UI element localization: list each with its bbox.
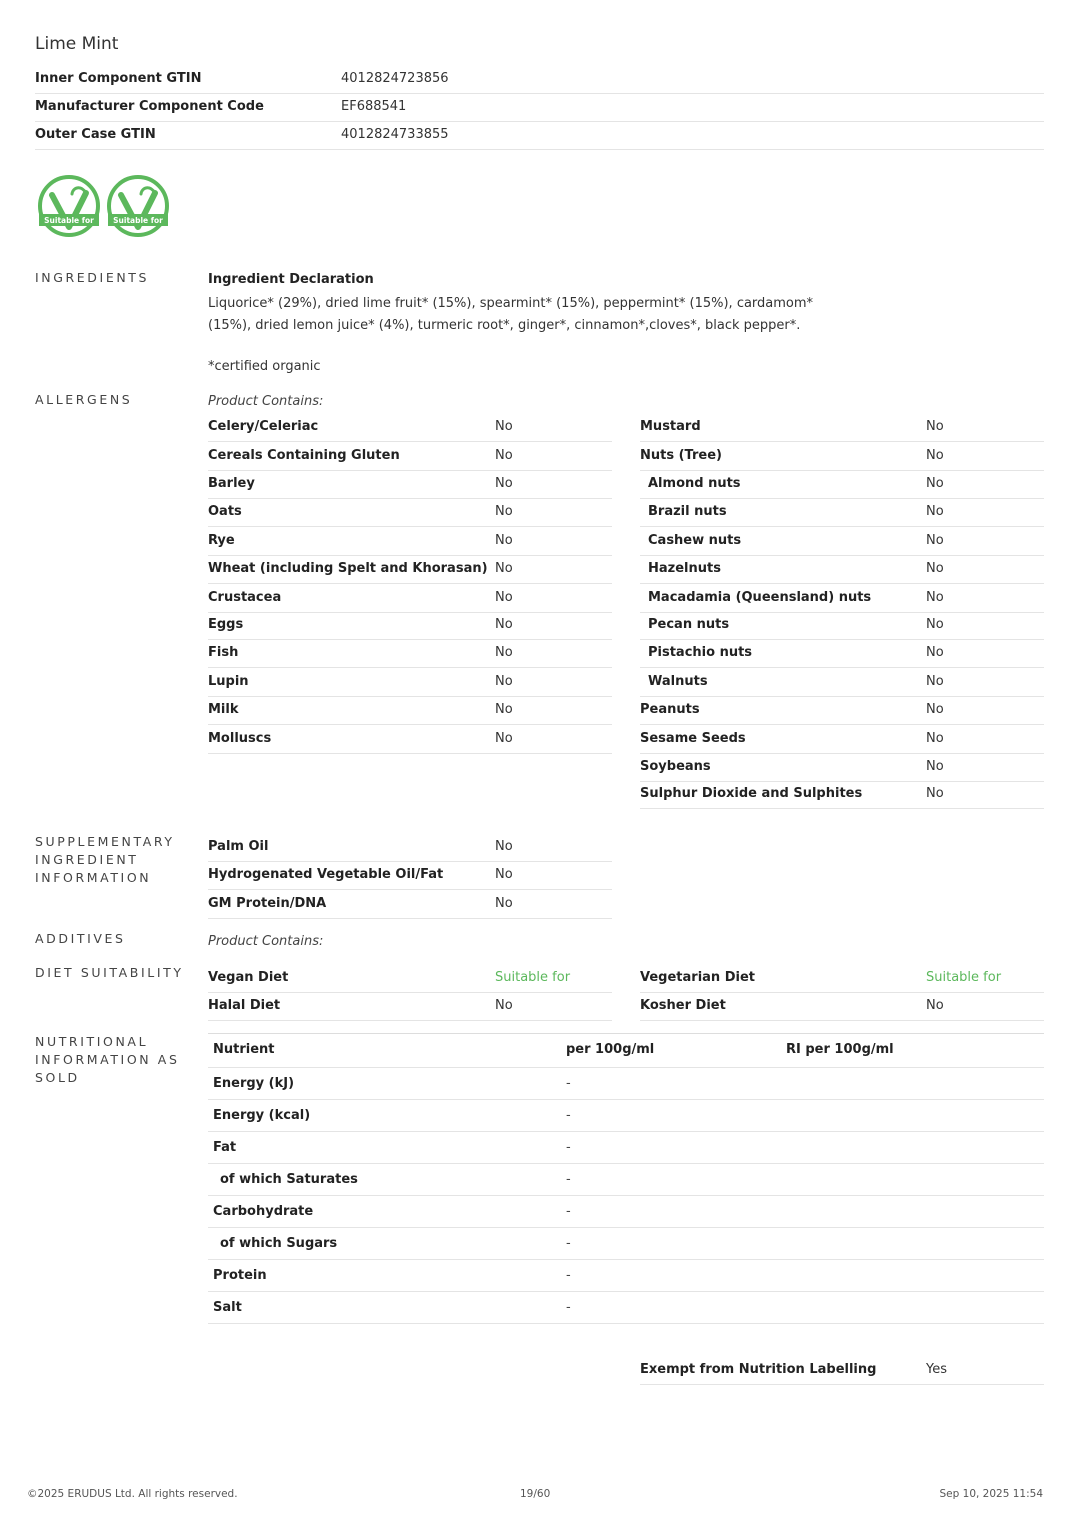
row-label: Pistachio nuts [648, 645, 753, 660]
certified-organic-note: *certified organic [208, 359, 321, 374]
row-label: Barley [208, 476, 255, 491]
table-row [640, 611, 1044, 640]
table-row [640, 780, 1044, 809]
row-label: Sulphur Dioxide and Sulphites [640, 786, 863, 801]
row-value: No [926, 617, 944, 632]
code-value: 4012824723856 [341, 71, 449, 86]
code-row-manufacturer-code [35, 93, 1044, 122]
table-row [208, 696, 612, 725]
row-value: No [495, 731, 513, 746]
table-row [640, 753, 1044, 782]
table-row [208, 861, 612, 890]
section-heading-diet: DIET SUITABILITY [35, 965, 184, 980]
table-row [208, 555, 612, 584]
nutrient-name: Carbohydrate [213, 1204, 314, 1219]
table-row [208, 470, 612, 499]
row-value: No [495, 998, 513, 1013]
row-value: No [495, 590, 513, 605]
nutrition-row [208, 1068, 1044, 1100]
row-label: GM Protein/DNA [208, 896, 327, 911]
row-label: Milk [208, 702, 239, 717]
nutrition-header-row [208, 1034, 1044, 1068]
row-value: No [495, 674, 513, 689]
row-value: No [495, 896, 513, 911]
table-row [640, 584, 1044, 613]
table-row [640, 992, 1044, 1021]
row-value: Suitable for [926, 970, 1002, 985]
table-row [640, 413, 1044, 442]
row-value: No [926, 448, 944, 463]
table-row [208, 890, 612, 919]
nutrition-row [208, 1100, 1044, 1132]
footer-timestamp: Sep 10, 2025 11:54 [939, 1488, 1043, 1500]
row-value: No [926, 702, 944, 717]
table-row [640, 498, 1044, 527]
footer-page-number: 19/60 [520, 1488, 551, 1500]
row-label: Peanuts [640, 702, 700, 717]
section-heading-supplementary: SUPPLEMENTARY INGREDIENT INFORMATION [35, 834, 175, 885]
table-row [208, 668, 612, 697]
nutrient-per-100: - [566, 1268, 571, 1283]
table-row [208, 964, 612, 993]
column-header: Nutrient [213, 1042, 275, 1057]
nutrient-name: Fat [213, 1140, 237, 1155]
vegan-v-icon [37, 175, 101, 239]
row-label: Sesame Seeds [640, 731, 746, 746]
table-row [640, 639, 1044, 668]
table-row [640, 555, 1044, 584]
table-row [640, 668, 1044, 697]
allergens-contains-label: Product Contains: [208, 394, 324, 409]
row-label: Eggs [208, 617, 244, 632]
nutrition-row [208, 1132, 1044, 1164]
table-row [208, 498, 612, 527]
row-label: Halal Diet [208, 998, 281, 1013]
badge-caption: Suitable for [44, 216, 94, 225]
row-value: No [495, 839, 513, 854]
nutrient-per-100: - [566, 1300, 571, 1315]
nutrition-table [208, 1033, 1044, 1324]
row-label: Lupin [208, 674, 249, 689]
row-label: Rye [208, 533, 235, 548]
row-value: No [495, 419, 513, 434]
row-value: No [926, 533, 944, 548]
row-value: No [926, 645, 944, 660]
row-label: Cashew nuts [648, 533, 742, 548]
row-value: Suitable for [495, 970, 571, 985]
row-value: No [926, 674, 944, 689]
table-row [640, 470, 1044, 499]
nutrition-row [208, 1228, 1044, 1260]
row-value: No [926, 759, 944, 774]
column-header: per 100g/ml [566, 1042, 655, 1057]
exempt-nutrition-row [640, 1356, 1044, 1385]
code-row-inner-gtin [35, 65, 1044, 94]
table-row [208, 611, 612, 640]
table-row [208, 725, 612, 754]
nutrient-per-100: - [566, 1172, 571, 1187]
nutrient-name: Protein [213, 1268, 267, 1283]
row-value: No [495, 561, 513, 576]
code-label: Inner Component GTIN [35, 71, 202, 86]
ingredient-declaration-title: Ingredient Declaration [208, 272, 374, 287]
row-value: No [926, 590, 944, 605]
section-heading-ingredients: INGREDIENTS [35, 270, 150, 285]
vegetarian-v-icon [106, 175, 170, 239]
additives-contains-label: Product Contains: [208, 934, 324, 949]
row-label: Hazelnuts [648, 561, 721, 576]
nutrient-name: of which Sugars [220, 1236, 338, 1251]
row-label: Crustacea [208, 590, 282, 605]
nutrition-row [208, 1260, 1044, 1292]
table-row [208, 639, 612, 668]
section-heading-additives: ADDITIVES [35, 931, 126, 946]
nutrient-per-100: - [566, 1108, 571, 1123]
row-value: No [926, 504, 944, 519]
row-label: Fish [208, 645, 239, 660]
table-row [208, 413, 612, 442]
nutrient-per-100: - [566, 1140, 571, 1155]
nutrition-row [208, 1292, 1044, 1324]
section-heading-allergens: ALLERGENS [35, 392, 133, 407]
code-label: Outer Case GTIN [35, 127, 156, 142]
row-value: No [495, 702, 513, 717]
row-value: No [495, 867, 513, 882]
row-value: No [926, 419, 944, 434]
row-label: Pecan nuts [648, 617, 730, 632]
table-row [640, 527, 1044, 556]
table-row [640, 964, 1044, 993]
badge-caption: Suitable for [113, 216, 163, 225]
row-label: Kosher Diet [640, 998, 726, 1013]
row-label: Almond nuts [648, 476, 741, 491]
row-label: Wheat (including Spelt and Khorasan) [208, 561, 488, 576]
row-label: Brazil nuts [648, 504, 727, 519]
column-header: RI per 100g/ml [786, 1042, 894, 1057]
section-heading-nutrition: NUTRITIONAL INFORMATION AS SOLD [35, 1034, 180, 1085]
row-label: Mustard [640, 419, 701, 434]
row-value: Yes [926, 1362, 947, 1377]
row-value: No [926, 998, 944, 1013]
ingredient-declaration-text: Liquorice* (29%), dried lime fruit* (15%), spearmint* (15%), peppermint* (15%), cardamom* (15%), dried lemon juice* (4%), turmeric root*, ginger*, cinnamon*,cloves*, black pepper*. [208, 296, 814, 333]
table-row [208, 992, 612, 1021]
nutrient-name: Energy (kcal) [213, 1108, 311, 1123]
row-label: Molluscs [208, 731, 272, 746]
nutrient-name: of which Saturates [220, 1172, 358, 1187]
row-label: Walnuts [648, 674, 708, 689]
row-value: No [495, 645, 513, 660]
code-value: EF688541 [341, 99, 407, 114]
row-label: Vegetarian Diet [640, 970, 755, 985]
code-row-outer-gtin [35, 121, 1044, 150]
row-label: Exempt from Nutrition Labelling [640, 1362, 877, 1377]
row-label: Nuts (Tree) [640, 448, 722, 463]
nutrient-name: Energy (kJ) [213, 1076, 295, 1091]
table-row [208, 442, 612, 471]
table-row [208, 527, 612, 556]
nutrient-per-100: - [566, 1236, 571, 1251]
row-value: No [926, 786, 944, 801]
nutrition-row [208, 1196, 1044, 1228]
row-label: Vegan Diet [208, 970, 289, 985]
code-label: Manufacturer Component Code [35, 99, 264, 114]
table-row [640, 696, 1044, 725]
nutrient-name: Salt [213, 1300, 242, 1315]
footer-copyright: ©2025 ERUDUS Ltd. All rights reserved. [27, 1488, 238, 1500]
table-row [640, 725, 1044, 754]
row-value: No [926, 476, 944, 491]
code-value: 4012824733855 [341, 127, 449, 142]
table-row [640, 442, 1044, 471]
row-label: Celery/Celeriac [208, 419, 319, 434]
row-label: Macadamia (Queensland) nuts [648, 590, 872, 605]
row-value: No [926, 731, 944, 746]
row-label: Palm Oil [208, 839, 269, 854]
row-label: Cereals Containing Gluten [208, 448, 400, 463]
row-value: No [495, 448, 513, 463]
row-value: No [495, 504, 513, 519]
table-row [208, 833, 612, 862]
row-value: No [495, 533, 513, 548]
row-value: No [926, 561, 944, 576]
row-label: Oats [208, 504, 242, 519]
row-value: No [495, 617, 513, 632]
row-value: No [495, 476, 513, 491]
table-row [208, 584, 612, 613]
nutrient-per-100: - [566, 1076, 571, 1091]
nutrition-row [208, 1164, 1044, 1196]
product-title: Lime Mint [35, 34, 119, 54]
nutrient-per-100: - [566, 1204, 571, 1219]
row-label: Hydrogenated Vegetable Oil/Fat [208, 867, 444, 882]
row-label: Soybeans [640, 759, 711, 774]
